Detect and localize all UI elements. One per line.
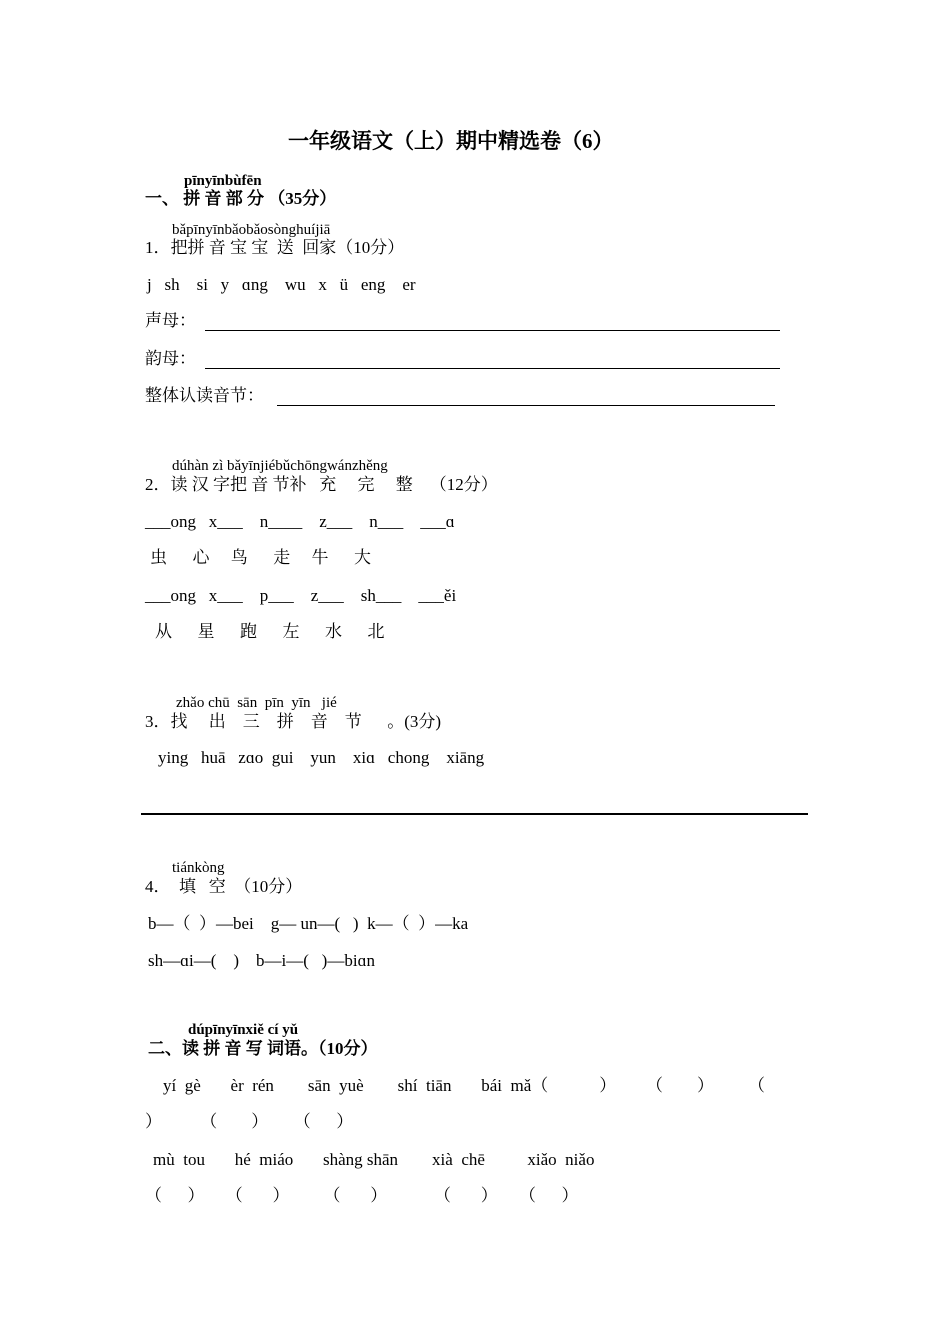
part2-heading: 二、读 拼 音 写 词语。（10分） [148, 1039, 378, 1058]
q1-heading: 1．把拼 音 宝 宝 送 回家（10分） [145, 238, 405, 257]
q3-syllables: ying huā zɑo gui yun xiɑ chong xiāng [158, 748, 485, 767]
q1-letters: j sh si y ɑng wu x ü eng er [147, 275, 416, 294]
part2-pinyin: dúpīnyīnxiě cí yǔ [188, 1022, 299, 1038]
part1-heading: 一、 拼 音 部 分 （35分） [145, 189, 337, 208]
q2-heading: 2．读 汉 字把 音 节补 充 完 整 （12分） [145, 475, 498, 494]
part2-row2-paren: （ ） （ ） （ ） （ ） （ ） [145, 1186, 579, 1205]
shengmu-label: 声母： [145, 311, 196, 330]
yunmu-label: 韵母： [145, 349, 196, 368]
q4-row2: sh—ɑi—( ) b—i—( )—biɑn [148, 951, 375, 970]
page-title: 一年级语文（上）期中精选卷（6） [288, 129, 614, 153]
q2-row1-chars: 虫 心 鸟 走 牛 大 [150, 548, 371, 567]
yunmu-answer-line[interactable] [205, 368, 780, 369]
q4-pinyin: tiánkòng [172, 860, 225, 876]
q4-heading: 4． 填 空 （10分） [145, 877, 303, 896]
q1-pinyin: bǎpīnyīnbǎobǎosònghuíjiā [172, 222, 331, 238]
part2-row2-words: mù tou hé miáo shàng shān xià chē xiǎo niǎo [153, 1150, 595, 1169]
part1-pinyin: pīnyīnbùfēn [184, 173, 262, 189]
q4-row1: b—（ ）—bei g— un—( ) k—（ ）—ka [148, 914, 469, 933]
zhengti-label: 整体认读音节： [145, 386, 264, 405]
q2-pinyin: dúhàn zì bǎyīnjiébǔchōngwánzhěng [172, 458, 388, 474]
answer-line-thick[interactable] [141, 813, 808, 815]
part2-row1-cont: ） （ ） （ ） [145, 1112, 354, 1131]
q2-row2-chars: 从 星 跑 左 水 北 [155, 622, 385, 641]
q2-row2-pinyin: ___ong x___ p___ z___ sh___ ___ěi [145, 586, 457, 605]
zhengti-answer-line[interactable] [277, 405, 775, 406]
q2-row1-pinyin: ___ong x___ n____ z___ n___ ___ɑ [145, 512, 455, 531]
part2-row1-words: yí gè èr rén sān yuè shí tiān bái mǎ（ ） （ ） （ [163, 1076, 766, 1095]
shengmu-answer-line[interactable] [205, 330, 780, 331]
q3-pinyin: zhǎo chū sān pīn yīn jié [176, 695, 337, 711]
q3-heading: 3．找 出 三 拼 音 节 。(3分) [145, 712, 442, 731]
